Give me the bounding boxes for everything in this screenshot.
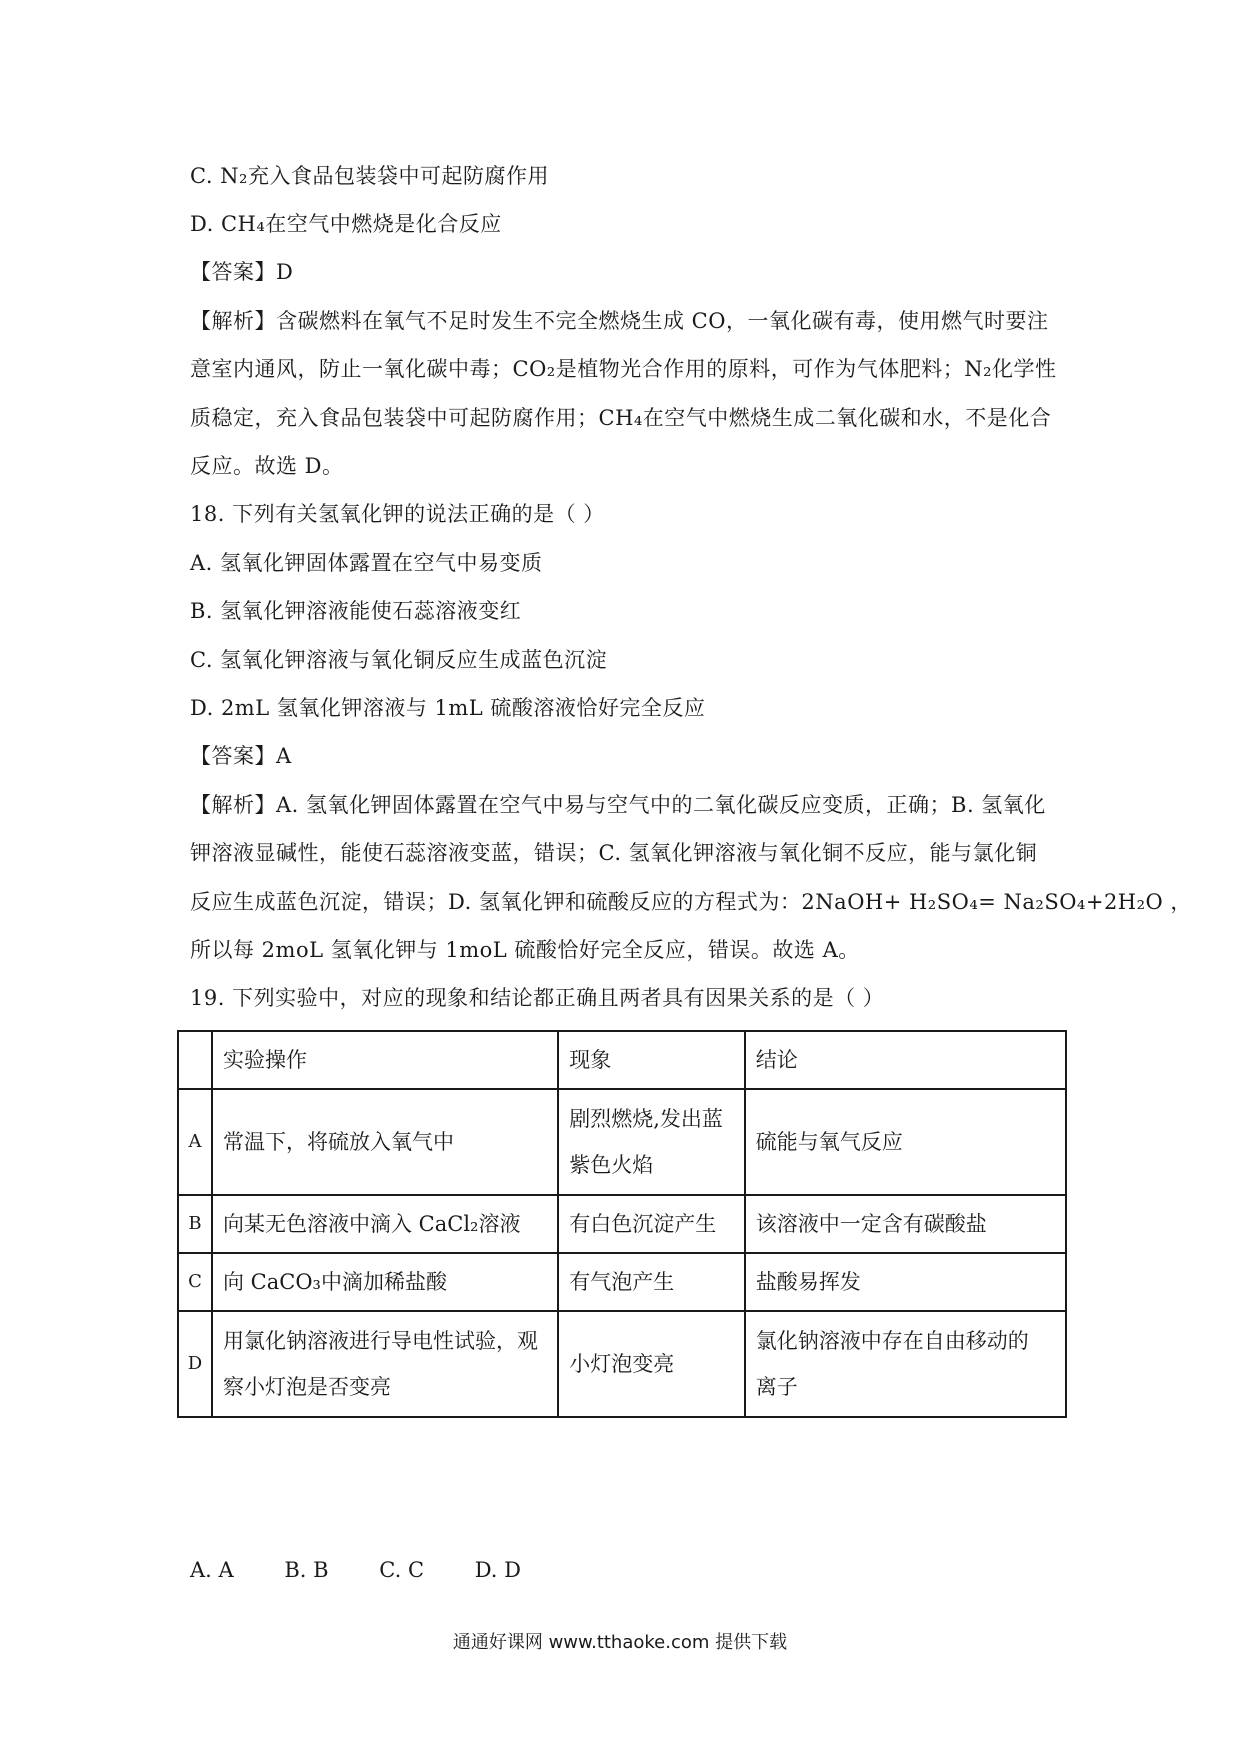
- table-row: [178, 1089, 1066, 1195]
- q17-option-d: D. CH₄在空气中燃烧是化合反应: [190, 212, 502, 236]
- q18-analysis-line: 钾溶液显碱性，能使石蕊溶液变蓝，错误；C. 氢氧化钾溶液与氧化铜不反应，能与氯化铜: [190, 841, 1038, 865]
- q19-stem: 19. 下列实验中，对应的现象和结论都正确且两者具有因果关系的是（ ）: [190, 986, 885, 1010]
- q18-option-b: B. 氢氧化钾溶液能使石蕊溶液变红: [190, 599, 522, 623]
- table-header-row: [178, 1031, 1066, 1089]
- header-cell-phenomenon: 现象: [558, 1031, 745, 1089]
- header-cell-conclusion: 结论: [745, 1031, 1066, 1089]
- conclusion-cell: [745, 1311, 1066, 1417]
- choice-b: B. B: [284, 1558, 329, 1582]
- conclusion-line: 离子: [755, 1375, 798, 1399]
- experiment-table: [177, 1030, 1067, 1418]
- q18-option-d: D. 2mL 氢氧化钾溶液与 1mL 硫酸溶液恰好完全反应: [190, 696, 706, 720]
- q17-analysis-line: 意室内通风，防止一氧化碳中毒；CO₂是植物光合作用的原料，可作为气体肥料；N₂化学性: [190, 357, 1057, 381]
- row-label: B: [178, 1195, 212, 1253]
- operation-cell: 向 CaCO₃中滴加稀盐酸: [212, 1253, 558, 1311]
- row-label: A: [178, 1089, 212, 1195]
- q18-answer: 【答案】A: [190, 744, 292, 768]
- table-row: [178, 1253, 1066, 1311]
- header-cell-operation: 实验操作: [212, 1031, 558, 1089]
- phenomenon-cell: 有白色沉淀产生: [558, 1195, 745, 1253]
- row-label: C: [178, 1253, 212, 1311]
- phenomenon-cell: 有气泡产生: [558, 1253, 745, 1311]
- q17-option-c: C. N₂充入食品包装袋中可起防腐作用: [190, 164, 549, 188]
- q19-choices: [190, 1556, 565, 1584]
- operation-line: 察小灯泡是否变亮: [222, 1375, 391, 1399]
- row-label: D: [178, 1311, 212, 1417]
- phenomenon-line: 剧烈燃烧,发出蓝: [569, 1107, 723, 1131]
- phenomenon-cell: 小灯泡变亮: [558, 1311, 745, 1417]
- q18-analysis-line: 反应生成蓝色沉淀，错误；D. 氢氧化钾和硫酸反应的方程式为：2NaOH+ H₂SO₄= Na₂SO₄+2H₂O ，: [190, 890, 1192, 914]
- q18-option-a: A. 氢氧化钾固体露置在空气中易变质: [190, 551, 543, 575]
- q17-analysis-line: 质稳定，充入食品包装袋中可起防腐作用；CH₄在空气中燃烧生成二氧化碳和水，不是化合: [190, 406, 1052, 430]
- operation-cell: 向某无色溶液中滴入 CaCl₂溶液: [212, 1195, 558, 1253]
- choice-d: D. D: [474, 1558, 521, 1582]
- phenomenon-cell: [558, 1089, 745, 1195]
- q17-analysis-line: 【解析】含碳燃料在氧气不足时发生不完全燃烧生成 CO，一氧化碳有毒，使用燃气时要注: [190, 309, 1049, 333]
- table-row: [178, 1311, 1066, 1417]
- conclusion-cell: 盐酸易挥发: [745, 1253, 1066, 1311]
- conclusion-cell: 该溶液中一定含有碳酸盐: [745, 1195, 1066, 1253]
- operation-line: 用氯化钠溶液进行导电性试验，观: [222, 1329, 538, 1353]
- conclusion-line: 氯化钠溶液中存在自由移动的: [755, 1329, 1029, 1353]
- q17-answer: 【答案】D: [190, 260, 294, 284]
- q18-analysis-line: 【解析】A. 氢氧化钾固体露置在空气中易与空气中的二氧化碳反应变质，正确；B. 氢氧化: [190, 793, 1046, 817]
- q18-analysis-line: 所以每 2moL 氢氧化钾与 1moL 硫酸恰好完全反应，错误。故选 A。: [190, 938, 860, 962]
- q18-stem: 18. 下列有关氢氧化钾的说法正确的是（ ）: [190, 502, 605, 526]
- choice-c: C. C: [379, 1558, 425, 1582]
- choice-a: A. A: [190, 1558, 234, 1582]
- q17-analysis-line: 反应。故选 D。: [190, 454, 344, 478]
- q18-option-c: C. 氢氧化钾溶液与氧化铜反应生成蓝色沉淀: [190, 648, 608, 672]
- table-row: [178, 1195, 1066, 1253]
- operation-cell: [212, 1311, 558, 1417]
- operation-cell: 常温下，将硫放入氧气中: [212, 1089, 558, 1195]
- header-cell-label: [178, 1031, 212, 1089]
- page-footer: 通通好课网 www.tthaoke.com 提供下载: [452, 1632, 788, 1653]
- phenomenon-line: 紫色火焰: [569, 1153, 654, 1177]
- conclusion-cell: 硫能与氧气反应: [745, 1089, 1066, 1195]
